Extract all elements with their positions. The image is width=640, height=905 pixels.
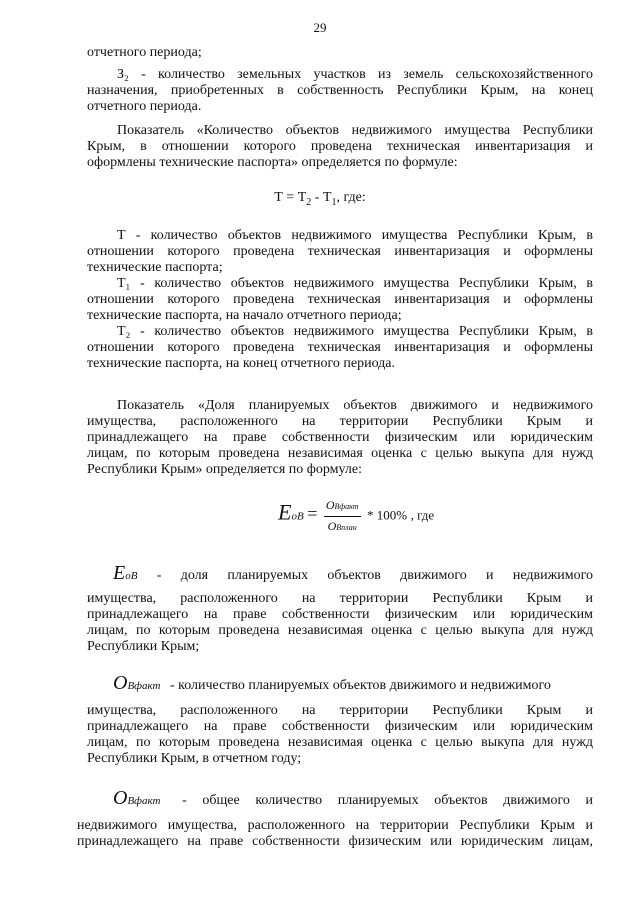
- text-line: технические паспорта, на начало отчетного периода;: [87, 308, 402, 323]
- paragraph-obfact-definition: [87, 672, 593, 694]
- text-line: Показатель «Количество объектов недвижимого имущества Республики: [117, 123, 593, 138]
- numerator-symbol: O: [325, 498, 335, 512]
- text-line: недвижимого имущества, расположенного на территории Республики Крым и: [77, 818, 593, 833]
- text-line: отношении которого проведена техническая инвентаризация и оформлены: [87, 340, 593, 355]
- text-line: - доля планируемых объектов движимого и недвижимого: [156, 568, 593, 583]
- formula-lhs-symbol: E: [278, 499, 292, 525]
- text-line-first: [87, 672, 593, 694]
- text-line-first: [87, 562, 593, 584]
- formula-equals: =: [307, 503, 318, 524]
- text-line: назначения, приобретенных в собственность Республики Крым, на конец: [87, 83, 593, 98]
- text-line: лицам, по которым проведена независимая оценка с целью выкупа для нужд: [87, 623, 593, 638]
- formula-t-sub2: 2: [306, 196, 312, 208]
- formula-t-sub1: 1: [331, 196, 337, 208]
- text-line: Показатель «Доля планируемых объектов движимого и недвижимого: [117, 398, 593, 413]
- text-line: имущества, расположенного на территории Республики Крым и: [87, 414, 593, 429]
- formula-times: * 100%: [367, 507, 408, 523]
- paragraph-obplan-cont: [77, 818, 593, 850]
- text-line: Республики Крым, в отчетном году;: [87, 751, 302, 766]
- denominator-sub: Bплан: [336, 523, 357, 532]
- page-number: 29: [313, 20, 327, 35]
- paragraph-indicator-tech-passports: [87, 123, 593, 171]
- text-line: З₂ - количество земельных участков из земель сельскохозяйственного: [117, 67, 593, 82]
- paragraph-land-plots: [87, 45, 593, 61]
- formula-numerator: [324, 497, 361, 517]
- paragraph-t-definition: [87, 228, 593, 372]
- text-line: Республики Крым;: [87, 639, 200, 654]
- formula-denominator: [324, 517, 361, 536]
- paragraph-obplan-definition: [87, 787, 594, 809]
- formula-tail: , где: [410, 507, 435, 523]
- formula-t-part: - Т: [311, 190, 332, 205]
- paragraph-eob-cont: [87, 591, 593, 655]
- text-line: технические паспорта;: [87, 260, 223, 275]
- text-line: отношении которого проведена техническая инвентаризация и оформлены: [87, 244, 593, 259]
- text-line: технические паспорта, на конец отчетного периода.: [87, 356, 396, 371]
- text-line: принадлежащего на праве собственности физическим или юридическим: [87, 719, 593, 734]
- numerator-sub: Bфакт: [334, 502, 359, 511]
- text-line: оформлены технические паспорта» определяется по формуле:: [87, 155, 458, 170]
- paragraph-obfact-cont: [87, 703, 593, 767]
- formula-fraction: [324, 497, 361, 536]
- def-sub: Bфакт: [127, 680, 161, 692]
- def-sub: Bфакт: [127, 795, 161, 807]
- text-line: лицам, по которым проведена независимая оценка с целью выкупа для нужд: [87, 735, 593, 750]
- def-symbol: E: [113, 562, 126, 584]
- denominator-symbol: O: [327, 519, 337, 533]
- formula-t-tail: , где:: [336, 190, 366, 205]
- text-line: отношении которого проведена техническая инвентаризация и оформлены: [87, 292, 593, 307]
- def-sub: oB: [125, 570, 138, 582]
- text-line: принадлежащего на праве собственности физическим или юридическим: [87, 430, 593, 445]
- text-line: отчетного периода;: [87, 45, 202, 60]
- text-line: - количество планируемых объектов движимого и недвижимого: [169, 678, 551, 693]
- text-line: лицам, по которым проведена независимая оценка с целью выкупа для нужд: [87, 446, 593, 461]
- text-line: принадлежащего на праве собственности физическим или юридическим лицам,: [77, 834, 593, 849]
- text-line: принадлежащего на праве собственности физическим или юридическим: [87, 607, 593, 622]
- text-line: Т₂ - количество объектов недвижимого имущества Республики Крым, в: [117, 324, 593, 339]
- paragraph-indicator-share: [87, 398, 593, 478]
- text-line: отчетного периода.: [87, 99, 202, 114]
- def-symbol: O: [113, 787, 128, 809]
- paragraph-eob-definition: [87, 562, 593, 584]
- text-line: Крым, в отношении которого проведена техническая инвентаризация и: [87, 139, 593, 154]
- text-line: Республики Крым» определяется по формуле:: [87, 462, 362, 477]
- text-line: имущества, расположенного на территории Республики Крым и: [87, 703, 593, 718]
- text-line: Т₁ - количество объектов недвижимого имущества Республики Крым, в: [117, 276, 593, 291]
- text-line: имущества, расположенного на территории Республики Крым и: [87, 591, 593, 606]
- text-line: Т - количество объектов недвижимого имущества Республики Крым, в: [117, 228, 593, 243]
- def-symbol: O: [113, 672, 128, 694]
- formula-lhs-sub: oB: [291, 510, 304, 523]
- formula-share: [278, 497, 434, 543]
- text-line: - общее количество планируемых объектов движимого и: [182, 793, 594, 808]
- formula-t: [0, 190, 640, 211]
- text-line-first: [87, 787, 594, 809]
- formula-t-part: Т = Т: [274, 190, 307, 205]
- paragraph-z2-definition: [87, 67, 593, 115]
